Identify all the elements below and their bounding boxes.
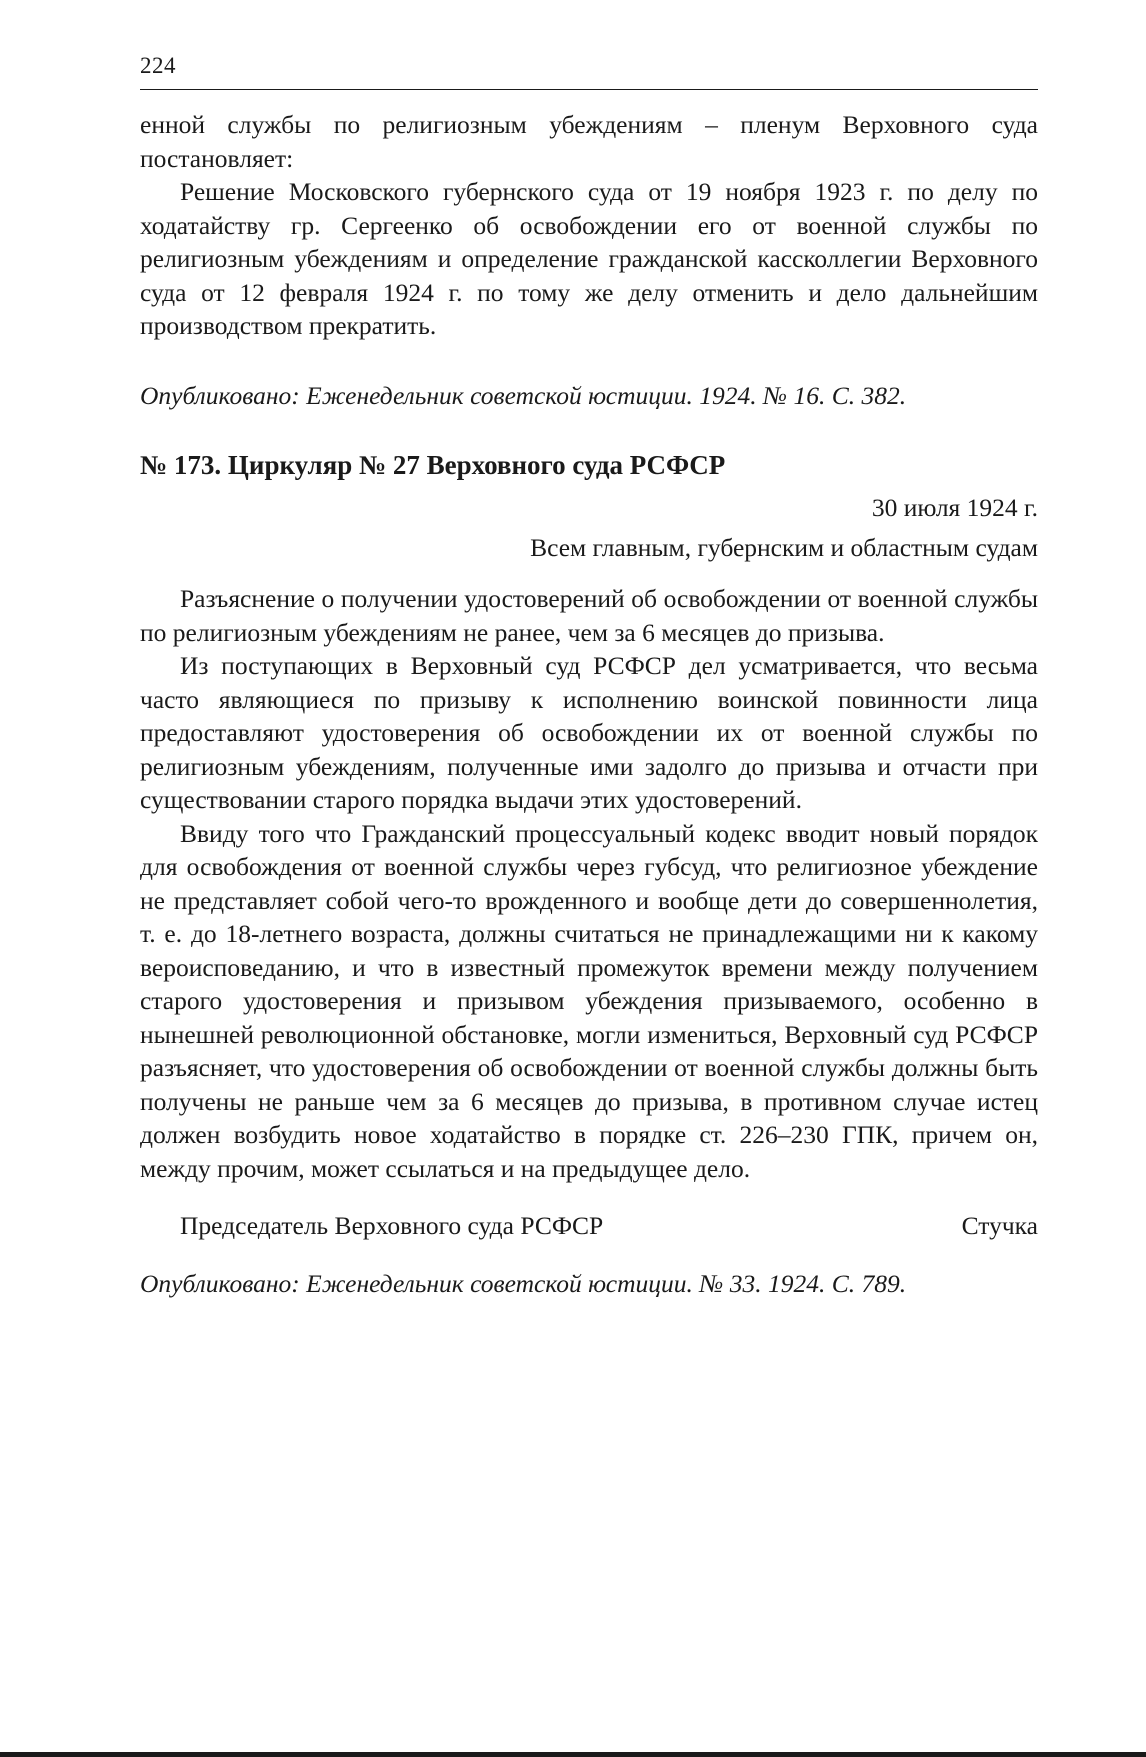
page-content bbox=[140, 108, 1038, 1300]
document-date: 30 июля 1924 г. bbox=[871, 493, 1038, 522]
signature-block bbox=[140, 1209, 1038, 1243]
publication-source-1: Опубликовано: Еженедельник советской юстиции. 1924. № 16. С. 382. bbox=[140, 380, 907, 410]
document-heading: № 173. Циркуляр № 27 Верховного суда РСФСР bbox=[140, 450, 726, 480]
signature-title: Председатель Верховного суда РСФСР bbox=[180, 1211, 604, 1240]
document-addressee: Всем главным, губернским и областным судам bbox=[530, 532, 1038, 562]
publication-source-2: Опубликовано: Еженедельник советской юстиции. № 33. 1924. С. 789. bbox=[140, 1268, 907, 1298]
bottom-edge-bar bbox=[0, 1752, 1146, 1757]
continuation-text: енной службы по религиозным убеждениям – пленум Верховного суда постановляет: bbox=[140, 110, 1038, 173]
page-number: 224 bbox=[140, 53, 176, 78]
signature-name: Стучка bbox=[961, 1211, 1038, 1240]
document-summary: Разъяснение о получении удостоверений об освобождении от военной службы по религиозным убеждениям не ранее, чем за 6 месяцев до призыва. bbox=[140, 584, 1038, 647]
court-decision-text: Решение Московского губернского суда от 19 ноября 1923 г. по делу по ходатайству гр. Сергеенко об освобождении его от военной службы по религиозным убеждениям и определение гражданской касcколлегии Верховного суда от 12 февраля 1924 г. по тому же делу отменить и дело дальнейшим производством прекратить. bbox=[140, 177, 1038, 340]
document-paragraph-2: Ввиду того что Гражданский процессуальный кодекс вводит новый порядок для освобождения от военной службы через губсуд, что религиозное убеждение не представляет собой чего-то врожденного и вообще дети до совершеннолетия, т. е. до 18-летнего возраста, должны считаться не принадлежащими ни к какому вероисповеданию, и что в известный промежуток времени между получением старого удостоверения и призывом убеждения призываемого, особенно в нынешней революционной обстановке, могли измениться, Верховный суд РСФСР разъясняет, что удостоверения об освобождении от военной службы должны быть получены не раньше чем за 6 месяцев до призыва, в противном случае истец должен возбудить новое ходатайство в порядке ст. 226–230 ГПК, причем он, между прочим, может ссылаться и на предыдущее дело. bbox=[140, 818, 1038, 1183]
document-paragraph-1: Из поступающих в Верховный суд РСФСР дел усматривается, что весьма часто являющиеся по призыву к исполнению воинской повинности лица предоставляют удостоверения об освобождении их от военной службы по религиозным убеждениям, полученные ими задолго до призыва и отчасти при существовании старого порядка выдачи этих удостоверений. bbox=[140, 651, 1038, 814]
header-rule bbox=[140, 89, 1038, 90]
